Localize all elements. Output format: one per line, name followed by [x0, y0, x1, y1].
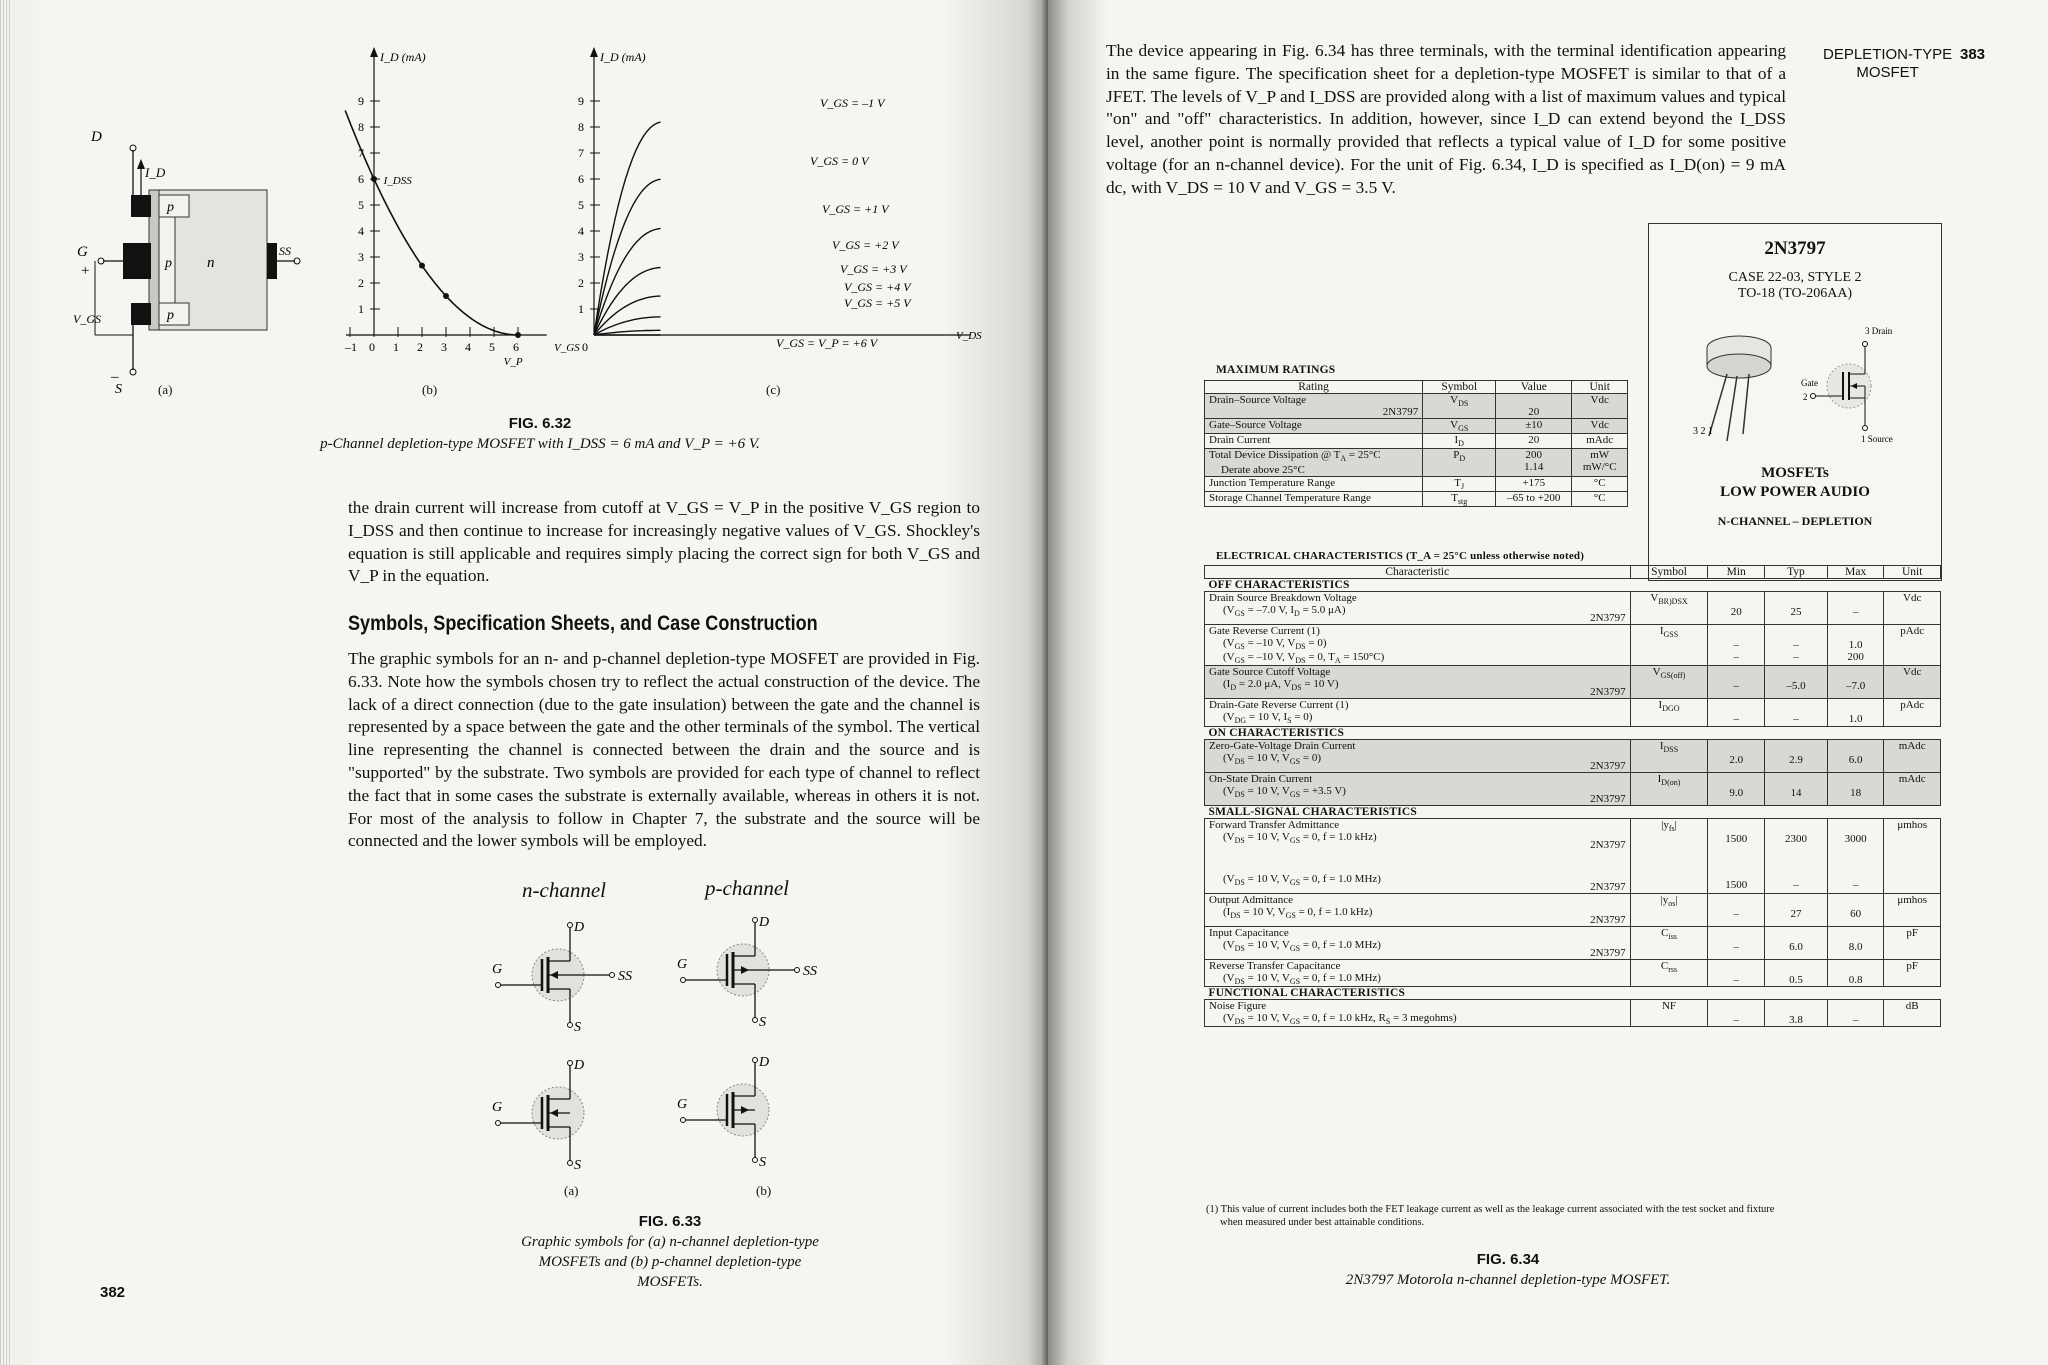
elec-cell: $I_{DGO}$ — [1630, 699, 1708, 726]
transfer-x-tick-label: 2 — [417, 340, 423, 354]
drain-y-tick-label: 8 — [578, 120, 584, 134]
drain-curve-label: V_GS = 0 V — [810, 154, 869, 168]
elec-section-name: FUNCTIONAL CHARACTERISTICS — [1205, 986, 1941, 999]
max-cell: $T_J$ — [1423, 476, 1496, 491]
elec-cell: 6.0 — [1764, 926, 1827, 959]
max-row — [1205, 449, 1628, 476]
paragraph-graphic-symbols: The graphic symbols for an n- and p-channel depletion-type MOSFET are provided in Fig. 6.33. Note how the symbols chosen try to reflect the actual construction of the device. The lack of a direct connection (due to the gate insulation) between the gate and the channel is represented by a space between the gate and the other terminals of the symbol. The vertical line representing the channel is connected between the drain and the source and is "supported" by the substrate. Two symbols are provided for each type of channel to reflect the fact that in some cases the substrate is externally available, whereas in others it is not. For most of the analysis to follow in Chapter 7, the substrate and the source will be connected and the lower symbols will be employed. — [348, 649, 980, 851]
transfer-y-arrow — [370, 47, 378, 57]
elec-cell: –5.0 — [1764, 666, 1827, 699]
max-ratings-title: MAXIMUM RATINGS — [1216, 364, 1336, 376]
elec-characteristics-table — [1204, 565, 1941, 1027]
elec-cell: Gate Source Cutoff Voltage ($I_D = 2.0$ μA, $V_{DS} = 10$ V) 2N3797 — [1205, 666, 1631, 699]
elec-cell: – – — [1764, 625, 1827, 666]
fig633-symbols — [490, 905, 850, 1185]
elec-cell: 27 — [1764, 893, 1827, 926]
max-header-cell: Unit — [1572, 381, 1628, 394]
elec-section-name: ON CHARACTERISTICS — [1205, 726, 1941, 739]
elec-row — [1205, 666, 1941, 699]
fig633-number: FIG. 6.33 — [638, 1213, 702, 1230]
fig632a-ID: I_D — [145, 165, 166, 180]
elec-cell: – — [1827, 592, 1884, 625]
drain-zero-label: 0 — [582, 340, 588, 354]
max-cell: °C — [1572, 476, 1628, 491]
elec-cell: Reverse Transfer Capacitance ($V_{DS} = 10$ V, $V_{GS} = 0$, f = 1.0 MHz) — [1205, 959, 1631, 986]
elec-cell: 25 — [1764, 592, 1827, 625]
drain-curve — [594, 179, 661, 335]
fig632a-S: S — [115, 382, 122, 397]
footnote — [1206, 1203, 1774, 1229]
transfer-vp-label: V_P — [503, 356, 523, 368]
elec-cell: Noise Figure ($V_{DS} = 10$ V, $V_{GS} = 0$, f = 1.0 kHz, $R_S = 3$ megohms) — [1205, 999, 1631, 1026]
drain-curve — [594, 317, 661, 335]
transfer-curve — [345, 110, 518, 335]
max-cell: ±10 — [1496, 419, 1572, 434]
max-cell: Total Device Dissipation @ $T_A = 25^\circ C$ Derate above 25°C — [1205, 449, 1423, 476]
sym-n-source-d-label: D — [574, 1058, 585, 1073]
sym-p-source-g-label: G — [677, 1097, 688, 1112]
package-type-line1: MOSFETs — [1761, 465, 1829, 481]
elec-cell: $C_{iss}$ — [1630, 926, 1708, 959]
fig632a-p-mid: p — [165, 256, 172, 271]
elec-cell: 3000 – — [1827, 818, 1884, 893]
fig632a-SS: SS — [279, 244, 291, 258]
drain-y-tick-label: 3 — [578, 250, 584, 264]
elec-section-row — [1205, 579, 1941, 592]
transfer-y-tick-label: 3 — [358, 250, 364, 264]
drain-y-tick-label: 5 — [578, 198, 584, 212]
elec-row — [1205, 893, 1941, 926]
package-case-line1: CASE 22-03, STYLE 2 — [1728, 270, 1862, 285]
max-cell: +175 — [1496, 476, 1572, 491]
elec-cell: 1.0 — [1827, 699, 1884, 726]
sym-p-substrate-d-label: D — [759, 915, 770, 930]
fig632a-minus: – — [111, 369, 119, 385]
max-header-cell: Rating — [1205, 381, 1423, 394]
page-edge — [0, 0, 12, 1365]
elec-cell: 0.8 — [1827, 959, 1884, 986]
elec-cell: – — [1708, 893, 1765, 926]
elec-section-row — [1205, 726, 1941, 739]
package-type-line2: LOW POWER AUDIO — [1720, 484, 1870, 500]
drain-y-arrow — [590, 47, 598, 57]
fig632a-n: n — [207, 255, 215, 271]
elec-cell: 1500 1500 — [1708, 818, 1765, 893]
fig634-caption: 2N3797 Motorola n-channel depletion-type MOSFET. — [1345, 1272, 1671, 1288]
fig632-caption: p-Channel depletion-type MOSFET with I_DSS = 6 mA and V_P = +6 V. — [320, 436, 760, 452]
drain-curve-label: V_GS = –1 V — [820, 96, 885, 110]
max-cell: Drain Current — [1205, 434, 1423, 449]
drain-y-tick-label: 4 — [578, 224, 584, 238]
max-header-cell: Symbol — [1423, 381, 1496, 394]
fig633-caption-1: Graphic symbols for (a) n-channel depletion-type — [521, 1234, 819, 1250]
elec-cell: –7.0 — [1827, 666, 1884, 699]
max-cell: Vdc — [1572, 394, 1628, 419]
section-heading: Symbols, Specification Sheets, and Case Construction — [348, 612, 818, 635]
elec-cell: mAdc — [1884, 739, 1941, 772]
elec-cell: dB — [1884, 999, 1941, 1026]
max-row — [1205, 394, 1628, 419]
drain-y-tick-label: 9 — [578, 94, 584, 108]
drain-y-tick-label: 2 — [578, 276, 584, 290]
drain-curve-label: V_GS = +5 V — [844, 296, 911, 310]
drain-curve-label: V_GS = +4 V — [844, 280, 911, 294]
elec-cell: 18 — [1827, 772, 1884, 805]
elec-cell: μmhos — [1884, 818, 1941, 893]
elec-cell: pF — [1884, 926, 1941, 959]
max-cell: $V_{GS}$ — [1423, 419, 1496, 434]
running-head-line2: MOSFET — [1856, 64, 1919, 81]
right-page-number: 383 — [1960, 46, 1986, 63]
transfer-x-tick-label: –1 — [345, 340, 357, 354]
elec-cell: 9.0 — [1708, 772, 1765, 805]
drain-y-label: I_D (mA) — [600, 50, 646, 64]
package-box — [1648, 223, 1942, 581]
drain-x-label: V_DS — [956, 330, 982, 342]
elec-cell: $I_{GSS}$ — [1630, 625, 1708, 666]
sym-n-substrate-ss-label: SS — [618, 969, 632, 984]
elec-section-row — [1205, 805, 1941, 818]
max-cell: Drain–Source Voltage 2N3797 — [1205, 394, 1423, 419]
fig633-n-channel-title: n-channel — [522, 878, 606, 902]
elec-cell: $V_{GS(off)}$ — [1630, 666, 1708, 699]
max-ratings-table-wrap — [1204, 380, 1628, 507]
elec-row — [1205, 926, 1941, 959]
sym-p-substrate-g-label: G — [677, 957, 688, 972]
fig632-number: FIG. 6.32 — [508, 415, 572, 432]
transfer-y-tick-label: 5 — [358, 198, 364, 212]
elec-cell: Forward Transfer Admittance ($V_{DS} = 10$ V, $V_{GS} = 0$, f = 1.0 kHz) 2N3797 ($V_{DS} = 10$ V, $V_{GS} = 0$, f = 1.0 MHz) 2N3797 — [1205, 818, 1631, 893]
package-source-label: 1 Source — [1861, 434, 1893, 444]
elec-cell: 0.5 — [1764, 959, 1827, 986]
elec-header-cell: Unit — [1884, 566, 1941, 579]
drain-y-tick-label: 7 — [578, 146, 584, 160]
elec-section-row — [1205, 986, 1941, 999]
transfer-y-label: I_D (mA) — [380, 50, 426, 64]
elec-cell: 2.0 — [1708, 739, 1765, 772]
package-part-number: 2N3797 — [1764, 238, 1826, 259]
elec-row — [1205, 592, 1941, 625]
elec-cell: – — [1764, 699, 1827, 726]
elec-cell: NF — [1630, 999, 1708, 1026]
elec-cell: $I_{D(on)}$ — [1630, 772, 1708, 805]
elec-row — [1205, 818, 1941, 893]
running-head — [1823, 46, 1952, 82]
elec-row — [1205, 699, 1941, 726]
max-cell: °C — [1572, 491, 1628, 506]
drain-curve — [594, 330, 661, 335]
drain-curve-label: V_GS = +3 V — [840, 262, 907, 276]
left-page-number: 382 — [100, 1284, 126, 1301]
elec-row — [1205, 999, 1941, 1026]
elec-cell: – – — [1708, 625, 1765, 666]
elec-cell: 2300 – — [1764, 818, 1827, 893]
fig632a-structure — [73, 125, 305, 397]
fig632-label-b: (b) — [422, 382, 438, 397]
elec-cell: Zero-Gate-Voltage Drain Current ($V_{DS} = 10$ V, $V_{GS} = 0$) 2N3797 — [1205, 739, 1631, 772]
elec-cell: – — [1708, 699, 1765, 726]
elec-title: ELECTRICAL CHARACTERISTICS (T_A = 25°C unless otherwise noted) — [1216, 550, 1585, 562]
elec-cell: $|y_{os}|$ — [1630, 893, 1708, 926]
elec-cell: 1.0 200 — [1827, 625, 1884, 666]
elec-cell: pAdc — [1884, 699, 1941, 726]
fig632-caption-block — [280, 414, 800, 454]
max-cell: mW mW/°C — [1572, 449, 1628, 476]
transfer-x-tick-label: 3 — [441, 340, 447, 354]
sym-p-source-s-label: S — [759, 1155, 766, 1170]
package-case-line2: TO-18 (TO-206AA) — [1737, 286, 1853, 301]
elec-row — [1205, 625, 1941, 666]
max-cell: $V_{DS}$ — [1423, 394, 1496, 419]
elec-cell: pF — [1884, 959, 1941, 986]
fig632a-VGS: V_GS — [73, 312, 101, 326]
max-cell: 200 1.14 — [1496, 449, 1572, 476]
elec-cell: mAdc — [1884, 772, 1941, 805]
elec-cell: 20 — [1708, 592, 1765, 625]
transfer-x-tick-label: 1 — [393, 340, 399, 354]
transfer-y-tick-label: 7 — [358, 146, 364, 160]
transfer-point — [419, 263, 425, 269]
fig633-label-b: (b) — [756, 1183, 772, 1198]
max-cell: $I_D$ — [1423, 434, 1496, 449]
fig632a-D: D — [91, 129, 102, 145]
fig632a-p-bot: p — [167, 308, 174, 323]
max-row — [1205, 419, 1628, 434]
fig633-caption-3: MOSFETs. — [637, 1274, 703, 1290]
elec-cell: On-State Drain Current ($V_{DS} = 10$ V, $V_{GS} = +3.5$ V) 2N3797 — [1205, 772, 1631, 805]
max-cell: –65 to +200 — [1496, 491, 1572, 506]
transfer-x-tick-label: 5 — [489, 340, 495, 354]
drain-curve-label: V_GS = V_P = +6 V — [776, 336, 878, 350]
fig632b-transfer-plot — [320, 45, 580, 375]
elec-header-row — [1205, 566, 1941, 579]
fig632a-G: G — [77, 244, 88, 260]
fig632a-p-top: p — [167, 200, 174, 215]
transfer-y-tick-label: 4 — [358, 224, 364, 238]
elec-cell: – — [1708, 666, 1765, 699]
drain-y-tick-label: 1 — [578, 302, 584, 316]
drain-curve — [594, 229, 661, 336]
elec-section-name: OFF CHARACTERISTICS — [1205, 579, 1941, 592]
elec-cell: Drain-Gate Reverse Current (1) ($V_{DG} = 10$ V, $I_S = 0$) — [1205, 699, 1631, 726]
fig632-label-a: (a) — [158, 382, 173, 397]
transfer-idss-label: I_DSS — [383, 175, 412, 187]
max-cell: 20 — [1496, 394, 1572, 419]
max-cell: mAdc — [1572, 434, 1628, 449]
footnote-line2: when measured under best attainable conditions. — [1220, 1217, 1425, 1228]
paragraph-device-terminals: The device appearing in Fig. 6.34 has three terminals, with the terminal identification appearing in the same figure. The specification sheet for a depletion-type MOSFET is similar to that of a JFET. The levels of V_P and I_DSS are provided along with a list of maximum values and typical "on" and "off" characteristics. In addition, however, since I_D can extend beyond the I_DSS level, another point is normally provided that reflects a typical value of I_D for some positive voltage (for an n-channel device). For the unit of Fig. 6.34, I_D is specified as I_D(on) = 9 mA dc, with V_DS = 10 V and V_GS = 3.5 V. — [1106, 41, 1786, 197]
fig632a-plus: + — [81, 263, 90, 279]
transfer-y-tick-label: 2 — [358, 276, 364, 290]
fig632-label-c: (c) — [766, 382, 781, 397]
max-row — [1205, 476, 1628, 491]
max-cell: Gate–Source Voltage — [1205, 419, 1423, 434]
elec-cell: – — [1708, 926, 1765, 959]
sym-n-substrate-d-label: D — [574, 920, 585, 935]
elec-cell: Output Admittance ($I_{DS} = 10$ V, $V_{GS} = 0$, f = 1.0 kHz) 2N3797 — [1205, 893, 1631, 926]
elec-row — [1205, 959, 1941, 986]
elec-cell: pAdc — [1884, 625, 1941, 666]
elec-cell: Input Capacitance ($V_{DS} = 10$ V, $V_{GS} = 0$, f = 1.0 MHz) 2N3797 — [1205, 926, 1631, 959]
elec-header-cell: Characteristic — [1205, 566, 1631, 579]
transfer-x-tick-label: 6 — [513, 340, 519, 354]
max-cell: Vdc — [1572, 419, 1628, 434]
package-drawing — [1669, 316, 1919, 456]
fig633-caption-2: MOSFETs and (b) p-channel depletion-type — [538, 1254, 802, 1270]
transfer-y-tick-label: 8 — [358, 120, 364, 134]
elec-row — [1205, 772, 1941, 805]
transfer-point — [515, 332, 521, 338]
fig633-label-a: (a) — [564, 1183, 579, 1198]
transfer-y-tick-label: 1 — [358, 302, 364, 316]
elec-cell: 6.0 — [1827, 739, 1884, 772]
elec-header-cell: Min — [1708, 566, 1765, 579]
max-row — [1205, 434, 1628, 449]
elec-cell: μmhos — [1884, 893, 1941, 926]
elec-header-cell: Max — [1827, 566, 1884, 579]
package-gate-num: 2 — [1803, 392, 1808, 402]
package-gate-label: Gate — [1801, 378, 1818, 388]
elec-cell: Vdc — [1884, 592, 1941, 625]
elec-header-cell: Symbol — [1630, 566, 1708, 579]
max-cell: $T_{stg}$ — [1423, 491, 1496, 506]
drain-curve-label: V_GS = +2 V — [832, 238, 899, 252]
sym-p-substrate-s-label: S — [759, 1015, 766, 1030]
running-head-line1: DEPLETION-TYPE — [1823, 46, 1953, 63]
elec-cell: – — [1708, 999, 1765, 1026]
sym-n-source-g-label: G — [492, 1100, 503, 1115]
elec-cell: $I_{DSS}$ — [1630, 739, 1708, 772]
elec-cell: $|y_{fs}|$ — [1630, 818, 1708, 893]
transfer-x-tick-label: 4 — [465, 340, 471, 354]
fig633-p-channel-title: p-channel — [705, 876, 789, 900]
paragraph-drain-current: the drain current will increase from cutoff at V_GS = V_P in the positive V_GS region to I_DSS and then continue to increase for increasingly negative values of V_GS. Shockley's equation is still applicable and requires simply placing the correct sign for both V_GS and V_P in the equation. — [348, 498, 980, 586]
max-header-cell: Value — [1496, 381, 1572, 394]
transfer-x-tick-label: 0 — [369, 340, 375, 354]
package-pin-numbers: 3 2 1 — [1693, 426, 1713, 437]
max-row — [1205, 491, 1628, 506]
elec-cell: – — [1827, 999, 1884, 1026]
max-cell: Storage Channel Temperature Range — [1205, 491, 1423, 506]
elec-cell: 60 — [1827, 893, 1884, 926]
fig632c-drain-plot — [560, 45, 980, 375]
sym-n-substrate-g-label: G — [492, 962, 503, 977]
elec-cell: $V_{BR)DSX}$ — [1630, 592, 1708, 625]
max-cell: $P_D$ — [1423, 449, 1496, 476]
transfer-y-tick-label: 6 — [358, 172, 364, 186]
transfer-x-label: V_GS — [554, 342, 580, 354]
max-cell: Junction Temperature Range — [1205, 476, 1423, 491]
elec-cell: 3.8 — [1764, 999, 1827, 1026]
elec-cell: Vdc — [1884, 666, 1941, 699]
fig633-caption-block — [480, 1212, 860, 1292]
elec-section-name: SMALL-SIGNAL CHARACTERISTICS — [1205, 805, 1941, 818]
package-type — [1649, 464, 1941, 531]
sym-n-substrate-s-label: S — [574, 1020, 581, 1035]
right-page — [1048, 0, 2048, 1365]
elec-table-wrap — [1204, 565, 1941, 1027]
elec-row — [1205, 739, 1941, 772]
max-header-row — [1205, 381, 1628, 394]
elec-cell: 14 — [1764, 772, 1827, 805]
drain-curve-label: V_GS = +1 V — [822, 202, 889, 216]
elec-cell: Drain Source Breakdown Voltage ($V_{GS} = -7.0$ V, $I_D = 5.0$ μA) 2N3797 — [1205, 592, 1631, 625]
elec-header-cell: Typ — [1764, 566, 1827, 579]
transfer-y-tick-label: 9 — [358, 94, 364, 108]
drain-y-tick-label: 6 — [578, 172, 584, 186]
transfer-point — [443, 293, 449, 299]
elec-cell: 8.0 — [1827, 926, 1884, 959]
fig634-caption-block — [1268, 1250, 1748, 1290]
elec-cell: – — [1708, 959, 1765, 986]
elec-cell: $C_{rss}$ — [1630, 959, 1708, 986]
elec-cell: 2.9 — [1764, 739, 1827, 772]
sym-p-source-d-label: D — [759, 1055, 770, 1070]
footnote-line1: (1) This value of current includes both the FET leakage current as well as the leakage current associated with the test socket and fixture — [1206, 1204, 1775, 1215]
max-cell: 20 — [1496, 434, 1572, 449]
elec-cell: Gate Reverse Current (1) ($V_{GS} = -10$ V, $V_{DS} = 0$) ($V_{GS} = -10$ V, $V_{DS} = 0$, $T_A = 150^\circ C$) — [1205, 625, 1631, 666]
package-type-line3: N-CHANNEL – DEPLETION — [1717, 514, 1873, 528]
fig634-number: FIG. 6.34 — [1476, 1251, 1540, 1268]
max-ratings-table — [1204, 380, 1628, 507]
sym-p-substrate-ss-label: SS — [803, 964, 817, 979]
package-drain-label: 3 Drain — [1865, 326, 1893, 336]
sym-n-source-s-label: S — [574, 1158, 581, 1173]
